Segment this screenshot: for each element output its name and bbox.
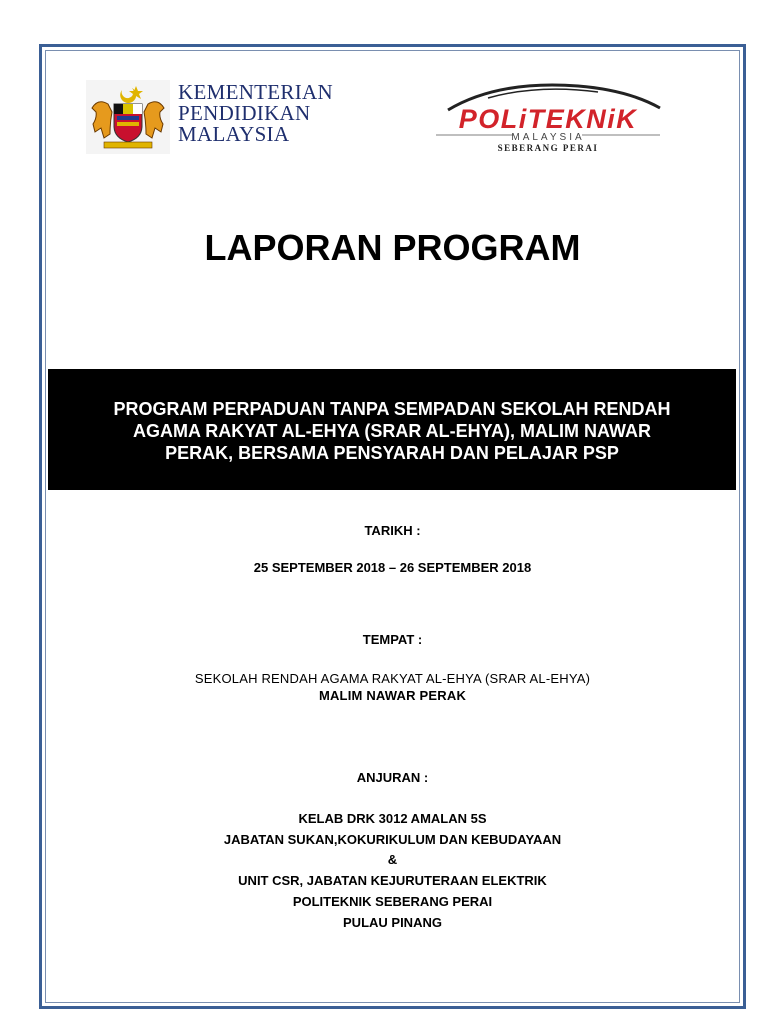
- organizer-line-2: JABATAN SUKAN,KOKURIKULUM DAN KEBUDAYAAN: [223, 832, 562, 847]
- venue-line-2-text: MALIM NAWAR PERAK: [318, 688, 467, 703]
- organizer-ampersand: &: [387, 852, 398, 867]
- venue-line-1: SEKOLAH RENDAH AGAMA RAKYAT AL-EHYA (SRAR AL-EHYA): [194, 671, 591, 686]
- program-banner: [48, 369, 736, 490]
- organizer-line-4: POLITEKNIK SEBERANG PERAI: [292, 894, 493, 909]
- program-title: PROGRAM PERPADUAN TANPA SEMPADAN SEKOLAH RENDAH AGAMA RAKYAT AL-EHYA (SRAR AL-EHYA), MALIM NAWAR PERAK, BERSAMA PENSYARAH DAN PELAJAR PSP: [113, 399, 671, 463]
- politeknik-wordmark: POLiTEKNiK: [458, 104, 638, 134]
- organizer-label: ANJURAN :: [356, 770, 429, 785]
- date-value: 25 SEPTEMBER 2018 – 26 SEPTEMBER 2018: [253, 560, 532, 575]
- politeknik-country: MALAYSIA: [511, 132, 585, 143]
- organizer-line-3: UNIT CSR, JABATAN KEJURUTERAAN ELEKTRIK: [238, 873, 547, 888]
- coat-of-arms-icon: [86, 80, 170, 154]
- politeknik-logo: [428, 80, 668, 154]
- organizer-line-5: PULAU PINANG: [343, 915, 442, 930]
- kpm-wordmark: [178, 82, 348, 145]
- kpm-line-1: KEMENTERIAN: [178, 80, 333, 104]
- venue-line-2: [45, 688, 740, 704]
- kpm-logo: [86, 80, 344, 154]
- report-title: LAPORAN PROGRAM: [204, 227, 581, 268]
- kpm-line-2: PENDIDIKAN: [178, 101, 311, 125]
- date-label: TARIKH :: [364, 523, 421, 538]
- kpm-line-3: MALAYSIA: [178, 122, 290, 146]
- politeknik-campus: SEBERANG PERAI: [497, 143, 599, 153]
- organizer-line-1: KELAB DRK 3012 AMALAN 5S: [298, 811, 487, 826]
- venue-label: TEMPAT :: [362, 632, 423, 647]
